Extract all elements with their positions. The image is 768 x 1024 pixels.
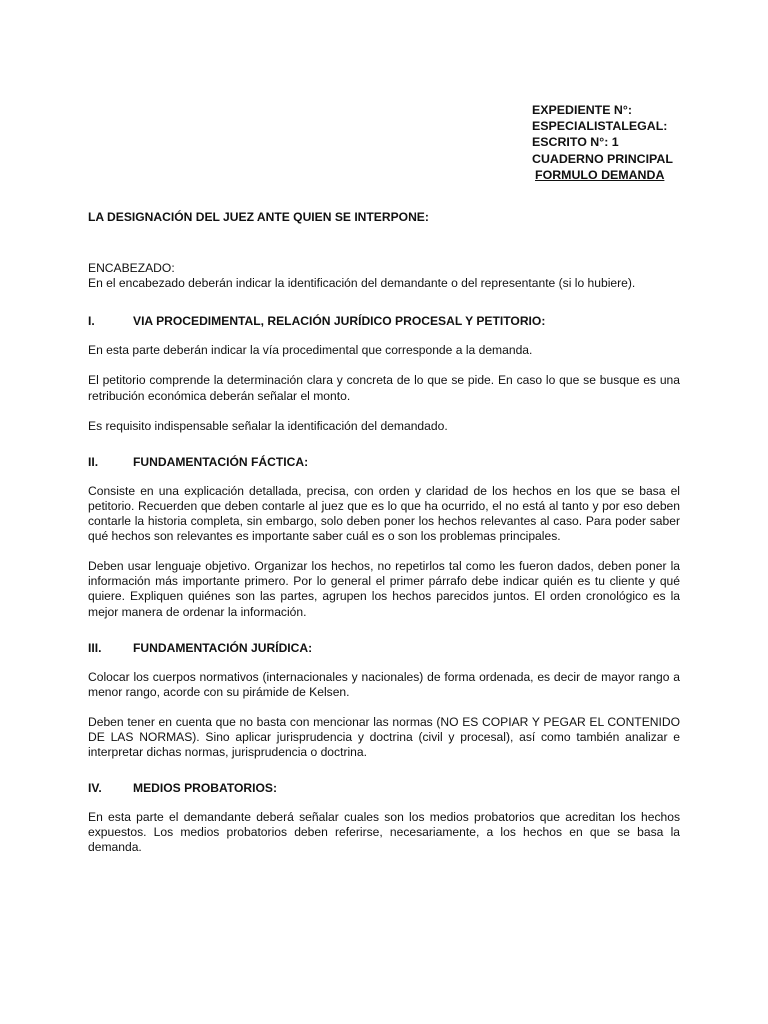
encabezado-label: ENCABEZADO: [88, 261, 175, 276]
section-2-paragraph-2: Deben usar lenguaje objetivo. Organizar los hechos, no repetirlos tal como les fueron dados, deben poner la información más importante primero. Por lo general el primer párrafo debe indicar quién es tu cliente y qué quiere. Expliquen quiénes son las partes, agrupen los hechos parecidos juntos. El orden cronológico es la mejor manera de ordenar la información. [88, 559, 680, 619]
expediente-label: EXPEDIENTE N°: [532, 103, 632, 117]
section-1-paragraph-3: Es requisito indispensable señalar la identificación del demandado. [88, 418, 448, 433]
cuaderno-label: CUADERNO PRINCIPAL [532, 151, 673, 166]
encabezado-block [88, 261, 680, 291]
section-title: FUNDAMENTACIÓN JURÍDICA: [133, 640, 313, 655]
section-4-paragraph-1: En esta parte el demandante deberá señalar cuales son los medios probatorios que acreditan los hechos expuestos. Los medios probatorios deben referirse, necesariamente, a los hechos en que se basa la demanda. [88, 810, 680, 855]
section-number: IV. [88, 781, 102, 796]
section-1-paragraph-2: El petitorio comprende la determinación clara y concreta de lo que se pide. En caso lo que se busque es una retribución económica deberán señalar el monto. [88, 373, 680, 403]
section-title: MEDIOS PROBATORIOS: [133, 781, 278, 796]
document-body [88, 210, 680, 871]
section-number: I. [88, 314, 95, 329]
especialista-label: ESPECIALISTALEGAL: [532, 119, 668, 134]
section-3-paragraph-2: Deben tener en cuenta que no basta con mencionar las normas (NO ES COPIAR Y PEGAR EL CONTENIDO DE LAS NORMAS). Sino aplicar jurisprudencia y doctrina (civil y procesal), así como también analizar e interpretar dichas normas, jurisprudencia o doctrina. [88, 714, 680, 760]
document-title: LA DESIGNACIÓN DEL JUEZ ANTE QUIEN SE INTERPONE: [88, 210, 429, 224]
section-heading-2 [88, 455, 680, 470]
section-1-paragraph-1: En esta parte deberán indicar la vía procedimental que corresponde a la demanda. [88, 343, 533, 358]
section-3-paragraph-1: Colocar los cuerpos normativos (internacionales y nacionales) de forma ordenada, es decir de mayor rango a menor rango, acorde con su pirámide de Kelsen. [88, 669, 680, 699]
section-number: III. [88, 640, 102, 655]
formulo-demanda-label: FORMULO DEMANDA [535, 167, 665, 182]
encabezado-text: En el encabezado deberán indicar la identificación del demandante o del representante (si lo hubiere). [88, 276, 636, 291]
section-title: FUNDAMENTACIÓN FÁCTICA: [133, 454, 309, 469]
escrito-label: ESCRITO N°: 1 [532, 135, 619, 150]
section-heading-3 [88, 641, 680, 656]
section-title: VIA PROCEDIMENTAL, RELACIÓN JURÍDICO PROCESAL Y PETITORIO: [133, 314, 546, 329]
section-heading-1 [88, 314, 680, 329]
case-header [532, 102, 673, 183]
section-number: II. [88, 454, 99, 469]
section-2-paragraph-1: Consiste en una explicación detallada, precisa, con orden y claridad de los hechos en los que se basa el petitorio. Recuerden que deben contarle al juez que es lo que ha ocurrido, el no está al tanto y por eso deben contarle la historia completa, sin embargo, solo deben poner los hechos relevantes al caso. Para poder saber qué hechos son relevantes es importante saber cuál es o son los problemas principales. [88, 483, 680, 544]
section-heading-4 [88, 781, 680, 796]
